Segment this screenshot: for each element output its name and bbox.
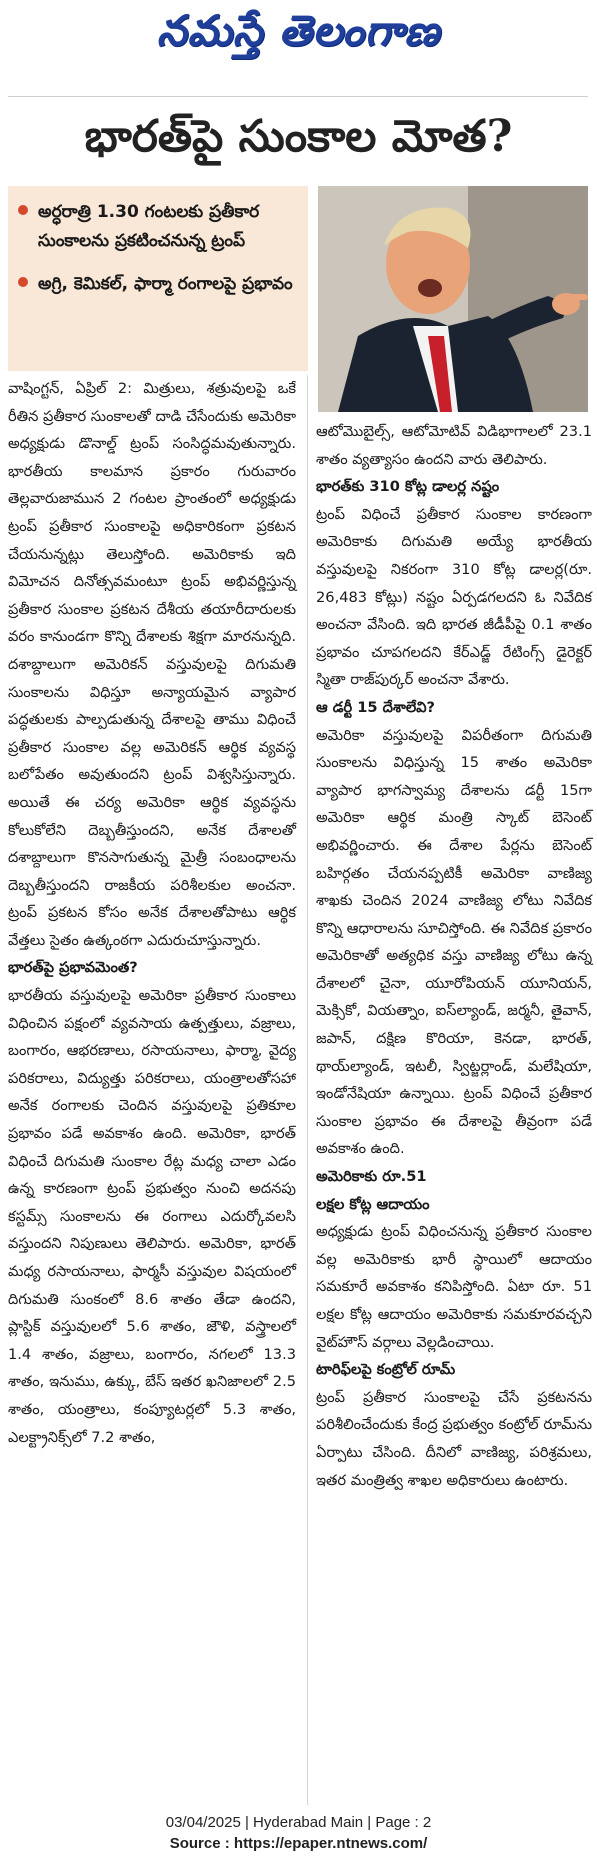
highlight-item xyxy=(18,270,298,299)
article-subheading: టారిఫ్‌లపై కంట్రోల్ రూమ్ xyxy=(316,1361,456,1379)
source-link[interactable]: Source : https://epaper.ntnews.com/ xyxy=(169,1835,428,1852)
article-headline: భారత్‌పై సుంకాల మోత? xyxy=(84,111,513,162)
masthead xyxy=(0,0,597,62)
bullet-icon xyxy=(18,277,28,287)
article-paragraph: ట్రంప్ విధించే ప్రతీకార సుంకాల కారణంగా అమెరికాకు దిగుమతి అయ్యే భారతీయ వస్తువులపై నికరంగా 310 కోట్ల డాలర్ల(రూ. 26,483 కోట్లు) నష్టం ఏర్పడగలదని ఓ నివేదిక అంచనా వేసింది. ఇది భారత జీడీపీపై 0.1 శాతం ప్రభావం చూపగలదని కేర్‌ఎడ్జ్ రేటింగ్స్ డైరెక్టర్ స్మితా రాజ్‌పుర్కర్ అంచనా వేశారు. xyxy=(316,505,592,689)
article-paragraph: వాషింగ్టన్, ఏప్రిల్ 2: మిత్రులు, శత్రువులపై ఒకే రీతిన ప్రతీకార సుంకాలతో దాడి చేసేందుకు అమెరికా అధ్యక్షుడు డొనాల్డ్ ట్రంప్ సంసిద్ధమవుతున్నారు. భారతీయ కాలమాన ప్రకారం గురువారం తెల్లవారుజామున 2 గంటల ప్రాంతంలో అధ్యక్షుడు ట్రంప్ ప్రతీకార సుంకాలపై అధికారికంగా ప్రకటన చేయనున్నట్లు తెలుస్తోంది. అమెరికాకు ఇది విమోచన దినోత్సవమంటూ ట్రంప్ అభివర్ణిస్తున్న ప్రతీకార సుంకాల ప్రకటన దేశీయ తయారీదారులకు వరం కానుండగా కొన్ని దేశాలకు శిక్షగా మారనున్నది. దశాబ్దాలుగా అమెరికన్ వస్తువులపై దిగుమతి సుంకాలను విధిస్తూ అన్యాయమైన వ్యాపార పద్ధతులకు పాల్పడుతున్న దేశాలపై తాము విధించే ప్రతీకార సుంకాల వల్ల అమెరికన్ ఆర్థిక వ్యవస్థ బలోపేతం అవుతుందని ట్రంప్ విశ్వసిస్తున్నారు. అయితే ఈ చర్య అమెరికా ఆర్థిక వ్యవస్థను కోలుకోలేని దెబ్బతీస్తుందని, అనేక దేశాలతో దశాబ్దాలుగా కొనసాగుతున్న మైత్రీ సంబంధాలను దెబ్బతీస్తుందని రాజకీయ పరిశీలకుల అంచనా. ట్రంప్ ప్రకటన కోసం అనేక దేశాలతోపాటు ఆర్థిక వేత్తలు సైతం ఉత్కంఠగా ఎదురుచూస్తున్నారు. xyxy=(8,380,296,949)
article-subheading: భారత్‌కు 310 కోట్ల డాలర్ల నష్టం xyxy=(316,478,500,496)
article-paragraph: ట్రంప్ ప్రతీకార సుంకాలపై చేసే ప్రకటనను పరిశీలించేందుకు కేంద్ర ప్రభుత్వం కంట్రోల్ రూమ్‌ను ఏర్పాటు చేసింది. దీనిలో వాణిజ్య, పరిశ్రమలు, ఇతర మంత్రిత్వ శాఖల అధికారులు ఉంటారు. xyxy=(316,1388,592,1489)
trump-photo xyxy=(318,186,588,412)
page-footer xyxy=(0,1812,597,1854)
article-paragraph: ఆటోమొబైల్స్, ఆటోమోటివ్ విడిభాగాలలో 23.1 శాతం వ్యత్యాసం ఉందని వారు తెలిపారు. xyxy=(316,423,592,468)
article-subheading: భారత్‌పై ప్రభావమెంత? xyxy=(8,959,138,977)
article-subheading: అమెరికాకు రూ.51 xyxy=(316,1168,427,1186)
highlight-text: అగ్రి, కెమికల్, ఫార్మా రంగాలపై ప్రభావం xyxy=(38,274,293,294)
article-column-left xyxy=(8,375,296,1451)
article-subheading: ఆ డర్టీ 15 దేశాలేవి? xyxy=(316,698,436,716)
divider xyxy=(8,96,588,97)
bullet-icon xyxy=(18,205,28,215)
highlight-item xyxy=(18,198,298,256)
article-subheading: లక్షల కోట్ల ఆదాయం xyxy=(316,1195,430,1213)
article-paragraph: భారతీయ వస్తువులపై అమెరికా ప్రతీకార సుంకాలు విధించిన పక్షంలో వ్యవసాయ ఉత్పత్తులు, వజ్రాలు, బంగారం, ఆభరణాలు, రసాయనాలు, ఫార్మా, వైద్య పరికరాలు, విద్యుత్తు పరికరాలు, యంత్రాలతోసహా అనేక రంగాలకు చెందిన వస్తువులపై ప్రతికూల ప్రభావం పడే అవకాశం ఉంది. అమెరికా, భారత్ విధించే దిగుమతి సుంకాల రేట్ల మధ్య చాలా ఎడం ఉన్న కారణంగా ట్రంప్ ప్రభుత్వం నుంచి అదనపు కస్టమ్స్ సుంకాలను ఈ రంగాలు ఎదుర్కోవలసి వస్తుందని నిపుణులు తెలిపారు. అమెరికా, భారత్ మధ్య రసాయనాలు, ఫార్మసీ వస్తువుల విషయంలో దిగుమతి సుంకంలో 8.6 శాతం తేడా ఉందని, ప్లాస్టిక్ వస్తువులలో 5.6 శాతం, జౌళి, వస్త్రాలలో 1.4 శాతం, వజ్రాలు, బంగారం, నగలలో 13.3 శాతం, ఇనుము, ఉక్కు, బేస్ ఇతర ఖనిజాలలో 2.5 శాతం, యంత్రాలు, కంప్యూటర్లలో 5.3 శాతం, ఎలక్ట్రానిక్స్‌లో 7.2 శాతం, xyxy=(8,987,296,1446)
article-paragraph: అమెరికా వస్తువులపై విపరీతంగా దిగుమతి సుంకాలను విధిస్తున్న 15 శాతం అమెరికా వ్యాపార భాగస్వామ్య దేశాలను డర్టీ 15గా అమెరికా ఆర్థిక మంత్రి స్కాట్ బెసెంట్ అభివర్ణించారు. ఈ దేశాల పేర్లను బెసెంట్ బహిర్గతం చేయనప్పటికీ అమెరికా వాణిజ్య శాఖకు చెందిన 2024 వాణిజ్య లోటు నివేదిక కొన్ని ఆధారాలను సూచిస్తోంది. ఈ నివేదిక ప్రకారం అమెరికాతో అత్యధిక వస్తు వాణిజ్య లోటు ఉన్న దేశాలలో చైనా, యూరోపియన్ యూనియన్, మెక్సికో, వియత్నాం, ఐస్‌ల్యాండ్, జర్మనీ, తైవాన్, జపాన్, దక్షిణ కొరియా, కెనడా, భారత్, థాయ్‌ల్యాండ్, ఇటలీ, స్విట్జర్లాండ్, మలేషియా, ఇండోనేషియా ఉన్నాయి. ట్రంప్ విధించే ప్రతీకార సుంకాల ప్రభావం ఈ దేశాలపై తీవ్రంగా పడే అవకాశం ఉంది. xyxy=(316,726,592,1158)
newspaper-logo: నమస్తే తెలంగాణ xyxy=(156,6,441,55)
article-column-right xyxy=(316,418,592,1494)
column-divider xyxy=(307,375,308,1805)
highlights-box xyxy=(8,186,308,371)
dateline: 03/04/2025 | Hyderabad Main | Page : 2 xyxy=(165,1814,432,1831)
article-paragraph: అధ్యక్షుడు ట్రంప్ విధించనున్న ప్రతీకార సుంకాల వల్ల అమెరికాకు భారీ స్థాయిలో ఆదాయం సమకూరే అవకాశం కనిపిస్తోంది. ఏటా రూ. 51 లక్షల కోట్ల ఆదాయం అమెరికాకు సమకూరవచ్చని వైట్‌హౌస్ వర్గాలు వెల్లడించాయి. xyxy=(316,1223,592,1351)
highlight-text: అర్ధరాత్రి 1.30 గంటలకు ప్రతీకార సుంకాలను ప్రకటించనున్న ట్రంప్ xyxy=(38,202,260,251)
photo-illustration xyxy=(318,186,588,412)
